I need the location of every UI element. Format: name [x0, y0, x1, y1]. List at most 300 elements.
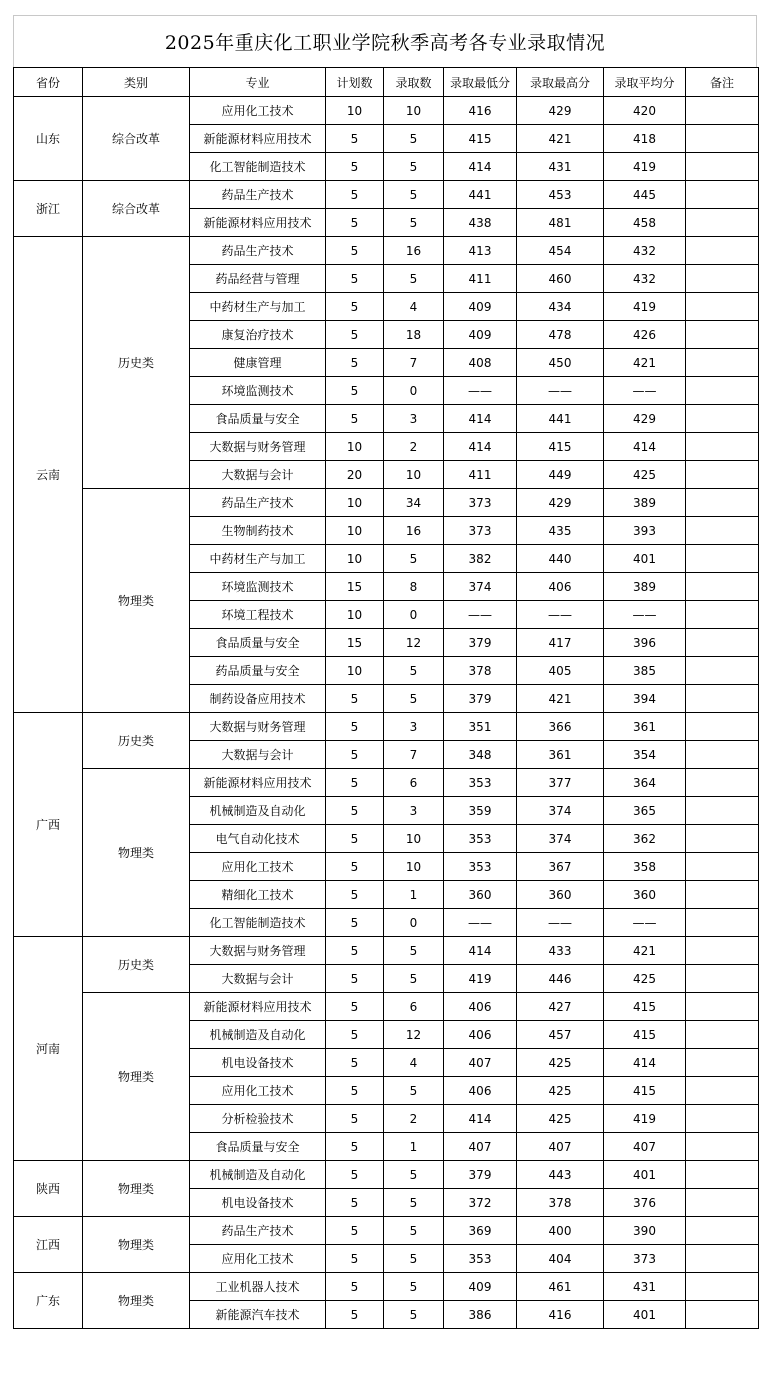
major-cell: 新能源材料应用技术	[190, 209, 326, 237]
max-score-cell: 406	[517, 573, 604, 601]
avg-score-cell: 431	[604, 1273, 686, 1301]
remark-cell	[686, 573, 759, 601]
major-cell: 精细化工技术	[190, 881, 326, 909]
plan-cell: 5	[326, 1049, 384, 1077]
remark-cell	[686, 741, 759, 769]
avg-score-cell: 354	[604, 741, 686, 769]
admitted-cell: 5	[384, 1077, 444, 1105]
plan-cell: 5	[326, 1161, 384, 1189]
max-score-cell: 431	[517, 153, 604, 181]
avg-score-cell: 421	[604, 349, 686, 377]
province-cell: 山东	[14, 97, 83, 181]
plan-cell: 5	[326, 741, 384, 769]
category-cell: 综合改革	[83, 97, 190, 181]
max-score-cell: 416	[517, 1301, 604, 1329]
remark-cell	[686, 545, 759, 573]
min-score-cell: 360	[444, 881, 517, 909]
admitted-cell: 10	[384, 853, 444, 881]
max-score-cell: 421	[517, 125, 604, 153]
remark-cell	[686, 153, 759, 181]
major-cell: 健康管理	[190, 349, 326, 377]
province-cell: 浙江	[14, 181, 83, 237]
remark-cell	[686, 881, 759, 909]
max-score-cell: 366	[517, 713, 604, 741]
plan-cell: 5	[326, 1077, 384, 1105]
plan-cell: 5	[326, 993, 384, 1021]
admitted-cell: 6	[384, 769, 444, 797]
remark-cell	[686, 797, 759, 825]
table-row	[14, 1161, 759, 1189]
avg-score-cell: 394	[604, 685, 686, 713]
min-score-cell: ——	[444, 909, 517, 937]
min-score-cell: 378	[444, 657, 517, 685]
category-cell: 历史类	[83, 237, 190, 489]
admitted-cell: 10	[384, 97, 444, 125]
major-cell: 应用化工技术	[190, 1245, 326, 1273]
avg-score-cell: 396	[604, 629, 686, 657]
avg-score-cell: 401	[604, 545, 686, 573]
major-cell: 环境监测技术	[190, 573, 326, 601]
province-cell: 河南	[14, 937, 83, 1161]
avg-score-cell: 365	[604, 797, 686, 825]
min-score-cell: 353	[444, 769, 517, 797]
major-cell: 机械制造及自动化	[190, 1021, 326, 1049]
avg-score-cell: 358	[604, 853, 686, 881]
min-score-cell: 408	[444, 349, 517, 377]
admitted-cell: 5	[384, 1189, 444, 1217]
admitted-cell: 5	[384, 181, 444, 209]
plan-cell: 15	[326, 573, 384, 601]
min-score-cell: ——	[444, 377, 517, 405]
remark-cell	[686, 97, 759, 125]
plan-cell: 5	[326, 265, 384, 293]
max-score-cell: 446	[517, 965, 604, 993]
major-cell: 制药设备应用技术	[190, 685, 326, 713]
plan-cell: 5	[326, 237, 384, 265]
admitted-cell: 5	[384, 209, 444, 237]
major-cell: 康复治疗技术	[190, 321, 326, 349]
min-score-cell: 407	[444, 1133, 517, 1161]
plan-cell: 5	[326, 965, 384, 993]
admitted-cell: 2	[384, 1105, 444, 1133]
admitted-cell: 16	[384, 237, 444, 265]
avg-score-cell: 421	[604, 937, 686, 965]
min-score-cell: 438	[444, 209, 517, 237]
avg-score-cell: 426	[604, 321, 686, 349]
plan-cell: 5	[326, 1217, 384, 1245]
plan-cell: 5	[326, 209, 384, 237]
table-row	[14, 97, 759, 125]
admitted-cell: 0	[384, 377, 444, 405]
remark-cell	[686, 349, 759, 377]
max-score-cell: ——	[517, 377, 604, 405]
min-score-cell: 351	[444, 713, 517, 741]
min-score-cell: 353	[444, 853, 517, 881]
admitted-cell: 16	[384, 517, 444, 545]
min-score-cell: 413	[444, 237, 517, 265]
remark-cell	[686, 1273, 759, 1301]
max-score-cell: 425	[517, 1077, 604, 1105]
major-cell: 应用化工技术	[190, 853, 326, 881]
min-score-cell: 414	[444, 433, 517, 461]
max-score-cell: 427	[517, 993, 604, 1021]
table-row	[14, 769, 759, 797]
header-province: 省份	[14, 68, 83, 97]
max-score-cell: 415	[517, 433, 604, 461]
min-score-cell: 372	[444, 1189, 517, 1217]
major-cell: 食品质量与安全	[190, 629, 326, 657]
remark-cell	[686, 293, 759, 321]
major-cell: 中药材生产与加工	[190, 545, 326, 573]
remark-cell	[686, 209, 759, 237]
max-score-cell: 421	[517, 685, 604, 713]
category-cell: 物理类	[83, 1273, 190, 1329]
table-row	[14, 489, 759, 517]
admitted-cell: 5	[384, 685, 444, 713]
avg-score-cell: 419	[604, 1105, 686, 1133]
avg-score-cell: 373	[604, 1245, 686, 1273]
max-score-cell: 429	[517, 489, 604, 517]
max-score-cell: 429	[517, 97, 604, 125]
max-score-cell: 360	[517, 881, 604, 909]
avg-score-cell: ——	[604, 377, 686, 405]
remark-cell	[686, 181, 759, 209]
major-cell: 化工智能制造技术	[190, 153, 326, 181]
avg-score-cell: 418	[604, 125, 686, 153]
min-score-cell: 353	[444, 825, 517, 853]
max-score-cell: 405	[517, 657, 604, 685]
admitted-cell: 5	[384, 1161, 444, 1189]
plan-cell: 5	[326, 1273, 384, 1301]
admitted-cell: 5	[384, 153, 444, 181]
avg-score-cell: 419	[604, 293, 686, 321]
admitted-cell: 5	[384, 125, 444, 153]
admitted-cell: 2	[384, 433, 444, 461]
avg-score-cell: 414	[604, 1049, 686, 1077]
max-score-cell: 417	[517, 629, 604, 657]
plan-cell: 5	[326, 125, 384, 153]
avg-score-cell: 364	[604, 769, 686, 797]
remark-cell	[686, 769, 759, 797]
plan-cell: 5	[326, 769, 384, 797]
min-score-cell: 373	[444, 489, 517, 517]
major-cell: 药品生产技术	[190, 237, 326, 265]
major-cell: 生物制药技术	[190, 517, 326, 545]
remark-cell	[686, 489, 759, 517]
min-score-cell: 414	[444, 1105, 517, 1133]
min-score-cell: 379	[444, 1161, 517, 1189]
max-score-cell: ——	[517, 601, 604, 629]
min-score-cell: 415	[444, 125, 517, 153]
major-cell: 药品生产技术	[190, 1217, 326, 1245]
remark-cell	[686, 265, 759, 293]
major-cell: 环境监测技术	[190, 377, 326, 405]
remark-cell	[686, 377, 759, 405]
admitted-cell: 5	[384, 1217, 444, 1245]
major-cell: 分析检验技术	[190, 1105, 326, 1133]
major-cell: 电气自动化技术	[190, 825, 326, 853]
major-cell: 机械制造及自动化	[190, 797, 326, 825]
remark-cell	[686, 1301, 759, 1329]
max-score-cell: 453	[517, 181, 604, 209]
max-score-cell: 378	[517, 1189, 604, 1217]
remark-cell	[686, 853, 759, 881]
admitted-cell: 3	[384, 713, 444, 741]
min-score-cell: 441	[444, 181, 517, 209]
max-score-cell: 457	[517, 1021, 604, 1049]
plan-cell: 5	[326, 349, 384, 377]
max-score-cell: 425	[517, 1049, 604, 1077]
header-row	[14, 68, 759, 97]
avg-score-cell: 407	[604, 1133, 686, 1161]
min-score-cell: 386	[444, 1301, 517, 1329]
table-row	[14, 1217, 759, 1245]
remark-cell	[686, 1189, 759, 1217]
admitted-cell: 18	[384, 321, 444, 349]
min-score-cell: 419	[444, 965, 517, 993]
remark-cell	[686, 433, 759, 461]
avg-score-cell: 393	[604, 517, 686, 545]
major-cell: 大数据与会计	[190, 741, 326, 769]
avg-score-cell: 390	[604, 1217, 686, 1245]
remark-cell	[686, 685, 759, 713]
admitted-cell: 3	[384, 797, 444, 825]
header-category: 类别	[83, 68, 190, 97]
min-score-cell: 407	[444, 1049, 517, 1077]
table-row	[14, 181, 759, 209]
max-score-cell: 450	[517, 349, 604, 377]
plan-cell: 10	[326, 489, 384, 517]
plan-cell: 10	[326, 517, 384, 545]
major-cell: 机电设备技术	[190, 1049, 326, 1077]
max-score-cell: 478	[517, 321, 604, 349]
major-cell: 药品经营与管理	[190, 265, 326, 293]
avg-score-cell: 425	[604, 461, 686, 489]
max-score-cell: 481	[517, 209, 604, 237]
admitted-cell: 0	[384, 601, 444, 629]
plan-cell: 5	[326, 685, 384, 713]
plan-cell: 10	[326, 545, 384, 573]
avg-score-cell: 415	[604, 1021, 686, 1049]
min-score-cell: 409	[444, 1273, 517, 1301]
admitted-cell: 1	[384, 881, 444, 909]
major-cell: 药品生产技术	[190, 489, 326, 517]
table-body	[14, 97, 759, 1329]
plan-cell: 5	[326, 1301, 384, 1329]
province-cell: 江西	[14, 1217, 83, 1273]
min-score-cell: 379	[444, 629, 517, 657]
admitted-cell: 5	[384, 1301, 444, 1329]
remark-cell	[686, 1161, 759, 1189]
category-cell: 历史类	[83, 713, 190, 769]
avg-score-cell: 415	[604, 993, 686, 1021]
header-max-score: 录取最高分	[517, 68, 604, 97]
avg-score-cell: 401	[604, 1161, 686, 1189]
admitted-cell: 5	[384, 545, 444, 573]
max-score-cell: 374	[517, 797, 604, 825]
admitted-cell: 5	[384, 265, 444, 293]
max-score-cell: 361	[517, 741, 604, 769]
max-score-cell: 443	[517, 1161, 604, 1189]
max-score-cell: 367	[517, 853, 604, 881]
major-cell: 食品质量与安全	[190, 1133, 326, 1161]
plan-cell: 5	[326, 1105, 384, 1133]
admitted-cell: 12	[384, 1021, 444, 1049]
plan-cell: 10	[326, 97, 384, 125]
avg-score-cell: ——	[604, 601, 686, 629]
category-cell: 物理类	[83, 489, 190, 713]
remark-cell	[686, 1105, 759, 1133]
major-cell: 应用化工技术	[190, 97, 326, 125]
avg-score-cell: 414	[604, 433, 686, 461]
major-cell: 大数据与会计	[190, 461, 326, 489]
remark-cell	[686, 1021, 759, 1049]
remark-cell	[686, 993, 759, 1021]
max-score-cell: 461	[517, 1273, 604, 1301]
plan-cell: 5	[326, 713, 384, 741]
major-cell: 中药材生产与加工	[190, 293, 326, 321]
min-score-cell: 409	[444, 321, 517, 349]
plan-cell: 10	[326, 601, 384, 629]
major-cell: 食品质量与安全	[190, 405, 326, 433]
remark-cell	[686, 237, 759, 265]
max-score-cell: 404	[517, 1245, 604, 1273]
remark-cell	[686, 629, 759, 657]
min-score-cell: ——	[444, 601, 517, 629]
remark-cell	[686, 461, 759, 489]
remark-cell	[686, 517, 759, 545]
admitted-cell: 7	[384, 741, 444, 769]
table-row	[14, 937, 759, 965]
avg-score-cell: 389	[604, 489, 686, 517]
admitted-cell: 5	[384, 937, 444, 965]
major-cell: 新能源材料应用技术	[190, 993, 326, 1021]
max-score-cell: 374	[517, 825, 604, 853]
min-score-cell: 373	[444, 517, 517, 545]
plan-cell: 5	[326, 1133, 384, 1161]
category-cell: 物理类	[83, 1217, 190, 1273]
category-cell: 物理类	[83, 1161, 190, 1217]
max-score-cell: 454	[517, 237, 604, 265]
remark-cell	[686, 825, 759, 853]
avg-score-cell: 362	[604, 825, 686, 853]
admitted-cell: 3	[384, 405, 444, 433]
remark-cell	[686, 965, 759, 993]
remark-cell	[686, 1049, 759, 1077]
major-cell: 大数据与财务管理	[190, 937, 326, 965]
max-score-cell: 400	[517, 1217, 604, 1245]
min-score-cell: 406	[444, 1021, 517, 1049]
major-cell: 大数据与财务管理	[190, 433, 326, 461]
max-score-cell: 434	[517, 293, 604, 321]
header-remark: 备注	[686, 68, 759, 97]
avg-score-cell: 361	[604, 713, 686, 741]
category-cell: 综合改革	[83, 181, 190, 237]
header-major: 专业	[190, 68, 326, 97]
table-row	[14, 237, 759, 265]
max-score-cell: 377	[517, 769, 604, 797]
page-title: 2025年重庆化工职业学院秋季高考各专业录取情况	[164, 32, 606, 54]
major-cell: 新能源材料应用技术	[190, 769, 326, 797]
province-cell: 陕西	[14, 1161, 83, 1217]
remark-cell	[686, 1133, 759, 1161]
avg-score-cell: 415	[604, 1077, 686, 1105]
max-score-cell: ——	[517, 909, 604, 937]
table-row	[14, 1273, 759, 1301]
plan-cell: 10	[326, 657, 384, 685]
plan-cell: 5	[326, 377, 384, 405]
plan-cell: 15	[326, 629, 384, 657]
plan-cell: 5	[326, 181, 384, 209]
max-score-cell: 433	[517, 937, 604, 965]
max-score-cell: 460	[517, 265, 604, 293]
min-score-cell: 382	[444, 545, 517, 573]
remark-cell	[686, 1077, 759, 1105]
table-row	[14, 993, 759, 1021]
remark-cell	[686, 909, 759, 937]
category-cell: 物理类	[83, 769, 190, 937]
header-avg-score: 录取平均分	[604, 68, 686, 97]
max-score-cell: 425	[517, 1105, 604, 1133]
avg-score-cell: 385	[604, 657, 686, 685]
admitted-cell: 8	[384, 573, 444, 601]
avg-score-cell: 376	[604, 1189, 686, 1217]
admitted-cell: 0	[384, 909, 444, 937]
major-cell: 工业机器人技术	[190, 1273, 326, 1301]
remark-cell	[686, 601, 759, 629]
plan-cell: 5	[326, 405, 384, 433]
plan-cell: 5	[326, 293, 384, 321]
min-score-cell: 414	[444, 937, 517, 965]
admitted-cell: 10	[384, 461, 444, 489]
avg-score-cell: 445	[604, 181, 686, 209]
major-cell: 新能源汽车技术	[190, 1301, 326, 1329]
max-score-cell: 440	[517, 545, 604, 573]
province-cell: 云南	[14, 237, 83, 713]
min-score-cell: 374	[444, 573, 517, 601]
min-score-cell: 411	[444, 461, 517, 489]
admitted-cell: 12	[384, 629, 444, 657]
province-cell: 广东	[14, 1273, 83, 1329]
major-cell: 药品生产技术	[190, 181, 326, 209]
plan-cell: 5	[326, 321, 384, 349]
max-score-cell: 441	[517, 405, 604, 433]
admitted-cell: 5	[384, 1273, 444, 1301]
header-min-score: 录取最低分	[444, 68, 517, 97]
plan-cell: 5	[326, 881, 384, 909]
admitted-cell: 5	[384, 965, 444, 993]
min-score-cell: 409	[444, 293, 517, 321]
plan-cell: 5	[326, 909, 384, 937]
major-cell: 机电设备技术	[190, 1189, 326, 1217]
admitted-cell: 6	[384, 993, 444, 1021]
min-score-cell: 379	[444, 685, 517, 713]
plan-cell: 20	[326, 461, 384, 489]
major-cell: 化工智能制造技术	[190, 909, 326, 937]
min-score-cell: 353	[444, 1245, 517, 1273]
remark-cell	[686, 937, 759, 965]
max-score-cell: 449	[517, 461, 604, 489]
avg-score-cell: 432	[604, 265, 686, 293]
major-cell: 药品质量与安全	[190, 657, 326, 685]
admitted-cell: 4	[384, 1049, 444, 1077]
avg-score-cell: 432	[604, 237, 686, 265]
remark-cell	[686, 713, 759, 741]
min-score-cell: 406	[444, 993, 517, 1021]
avg-score-cell: 429	[604, 405, 686, 433]
plan-cell: 5	[326, 797, 384, 825]
admission-table	[13, 67, 759, 1329]
